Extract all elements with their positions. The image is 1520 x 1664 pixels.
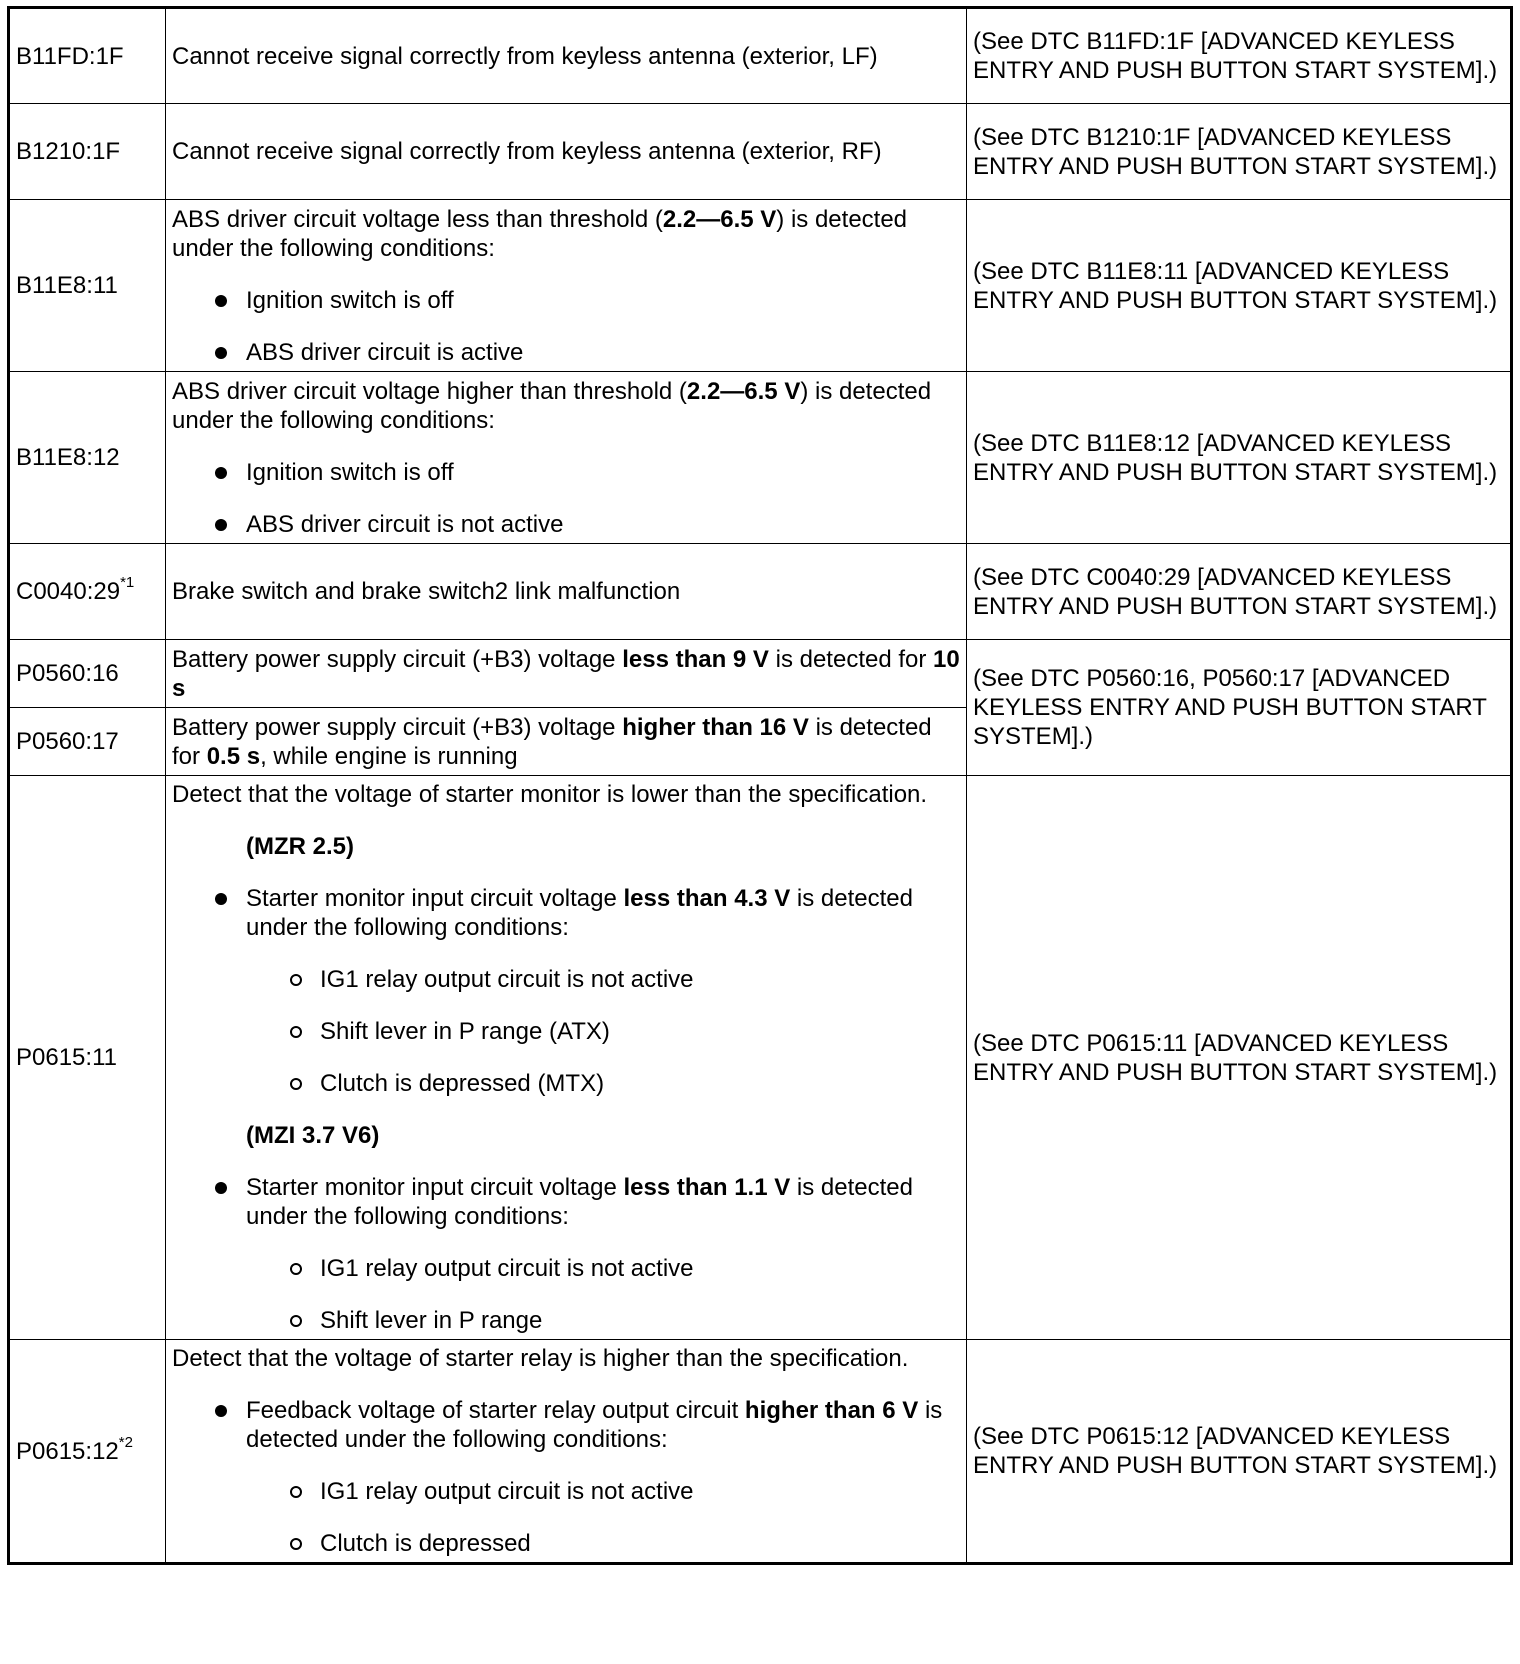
dtc-reference: (See DTC C0040:29 [ADVANCED KEYLESS ENTRY AND PUSH BUTTON START SYSTEM].) xyxy=(967,544,1512,640)
dtc-code: P0560:17 xyxy=(9,708,166,776)
dtc-reference: (See DTC B11E8:12 [ADVANCED KEYLESS ENTRY AND PUSH BUTTON START SYSTEM].) xyxy=(967,372,1512,544)
condition-list xyxy=(172,458,960,539)
list-item: IG1 relay output circuit is not active xyxy=(320,965,960,994)
condition-text: Starter monitor input circuit voltage xyxy=(246,885,624,912)
dtc-code: B11E8:11 xyxy=(9,200,166,372)
condition-text: Starter monitor input circuit voltage xyxy=(246,1174,624,1201)
code-text: P0615:12 xyxy=(16,1437,119,1465)
dtc-reference: (See DTC B11E8:11 [ADVANCED KEYLESS ENTRY AND PUSH BUTTON START SYSTEM].) xyxy=(967,200,1512,372)
threshold-value: higher than 6 V xyxy=(744,1397,919,1424)
list-item: Clutch is depressed (MTX) xyxy=(320,1069,960,1098)
dtc-reference: (See DTC P0615:12 [ADVANCED KEYLESS ENTRY AND PUSH BUTTON START SYSTEM].) xyxy=(967,1340,1512,1564)
dtc-condition xyxy=(166,776,967,1340)
dtc-condition xyxy=(166,1340,967,1564)
dtc-condition xyxy=(166,200,967,372)
condition-list xyxy=(172,286,960,367)
engine-heading: (MZR 2.5) xyxy=(246,833,354,860)
dtc-reference: (See DTC P0560:16, P0560:17 [ADVANCED KEYLESS ENTRY AND PUSH BUTTON START SYSTEM].) xyxy=(967,640,1512,776)
table-row xyxy=(9,200,1512,372)
list-item: ABS driver circuit is active xyxy=(246,338,960,367)
dtc-reference: (See DTC B11FD:1F [ADVANCED KEYLESS ENTRY AND PUSH BUTTON START SYSTEM].) xyxy=(967,8,1512,104)
list-item: IG1 relay output circuit is not active xyxy=(320,1254,960,1283)
engine-heading: (MZI 3.7 V6) xyxy=(246,1122,380,1149)
table-row xyxy=(9,776,1512,1340)
condition-text: is detected for xyxy=(768,645,934,673)
dtc-reference: (See DTC P0615:11 [ADVANCED KEYLESS ENTRY AND PUSH BUTTON START SYSTEM].) xyxy=(967,776,1512,1340)
condition-text: ABS driver circuit voltage higher than threshold ( xyxy=(172,377,687,405)
list-item: ABS driver circuit is not active xyxy=(246,510,960,539)
table-row xyxy=(9,8,1512,104)
table-row xyxy=(9,544,1512,640)
sub-condition-list xyxy=(246,1477,960,1558)
dtc-code xyxy=(9,544,166,640)
list-item xyxy=(246,1173,960,1335)
threshold-value: less than 1.1 V xyxy=(623,1174,791,1201)
condition-intro: Detect that the voltage of starter relay is higher than the specification. xyxy=(172,1345,909,1372)
list-item: Shift lever in P range (ATX) xyxy=(320,1017,960,1046)
sub-condition-list xyxy=(246,965,960,1098)
condition-text: is detected under the following conditions: xyxy=(246,1397,943,1453)
condition-intro: Detect that the voltage of starter monitor is lower than the specification. xyxy=(172,781,928,808)
dtc-condition: Cannot receive signal correctly from keyless antenna (exterior, LF) xyxy=(166,8,967,104)
dtc-code: P0615:11 xyxy=(9,776,166,1340)
condition-text: Battery power supply circuit (+B3) voltage xyxy=(172,645,623,673)
table-row xyxy=(9,1340,1512,1564)
dtc-condition xyxy=(166,640,967,708)
sub-condition-list xyxy=(246,1254,960,1335)
table-row xyxy=(9,640,1512,708)
condition-text: is detected under the following conditions: xyxy=(246,885,913,941)
condition-text: Feedback voltage of starter relay output circuit xyxy=(246,1397,745,1424)
condition-text: ) is detected under the following conditions: xyxy=(172,205,908,262)
condition-list xyxy=(172,1173,960,1335)
condition-list xyxy=(172,1396,960,1558)
dtc-code: B11FD:1F xyxy=(9,8,166,104)
condition-text: , while engine is running xyxy=(260,742,518,770)
condition-text: is detected under the following conditions: xyxy=(246,1174,913,1230)
dtc-condition: Brake switch and brake switch2 link malfunction xyxy=(166,544,967,640)
dtc-code: B1210:1F xyxy=(9,104,166,200)
threshold-value: less than 4.3 V xyxy=(623,885,791,912)
dtc-reference: (See DTC B1210:1F [ADVANCED KEYLESS ENTRY AND PUSH BUTTON START SYSTEM].) xyxy=(967,104,1512,200)
condition-list xyxy=(172,884,960,1098)
dtc-table xyxy=(7,6,1513,1565)
threshold-value: 2.2—6.5 V xyxy=(686,377,801,405)
threshold-value: less than 9 V xyxy=(622,645,769,673)
threshold-value: higher than 16 V xyxy=(622,713,809,741)
condition-text: ) is detected under the following conditions: xyxy=(172,377,932,434)
dtc-code xyxy=(9,1340,166,1564)
list-item xyxy=(246,1396,960,1558)
list-item xyxy=(246,884,960,1098)
dtc-condition: Cannot receive signal correctly from keyless antenna (exterior, RF) xyxy=(166,104,967,200)
duration-value: 10 s xyxy=(172,645,960,702)
table-row xyxy=(9,104,1512,200)
duration-value: 0.5 s xyxy=(206,742,261,770)
list-item: Clutch is depressed xyxy=(320,1529,960,1558)
footnote-marker: *1 xyxy=(120,574,135,591)
list-item: IG1 relay output circuit is not active xyxy=(320,1477,960,1506)
table-row xyxy=(9,372,1512,544)
threshold-value: 2.2—6.5 V xyxy=(662,205,777,233)
condition-text: is detected for xyxy=(172,713,932,770)
list-item: Ignition switch is off xyxy=(246,458,960,487)
list-item: Shift lever in P range xyxy=(320,1306,960,1335)
code-text: C0040:29 xyxy=(16,578,121,605)
condition-text: Battery power supply circuit (+B3) voltage xyxy=(172,713,623,741)
dtc-code: B11E8:12 xyxy=(9,372,166,544)
dtc-condition xyxy=(166,708,967,776)
footnote-marker: *2 xyxy=(118,1433,133,1451)
dtc-code: P0560:16 xyxy=(9,640,166,708)
list-item: Ignition switch is off xyxy=(246,286,960,315)
condition-text: ABS driver circuit voltage less than threshold ( xyxy=(172,205,663,233)
dtc-condition xyxy=(166,372,967,544)
